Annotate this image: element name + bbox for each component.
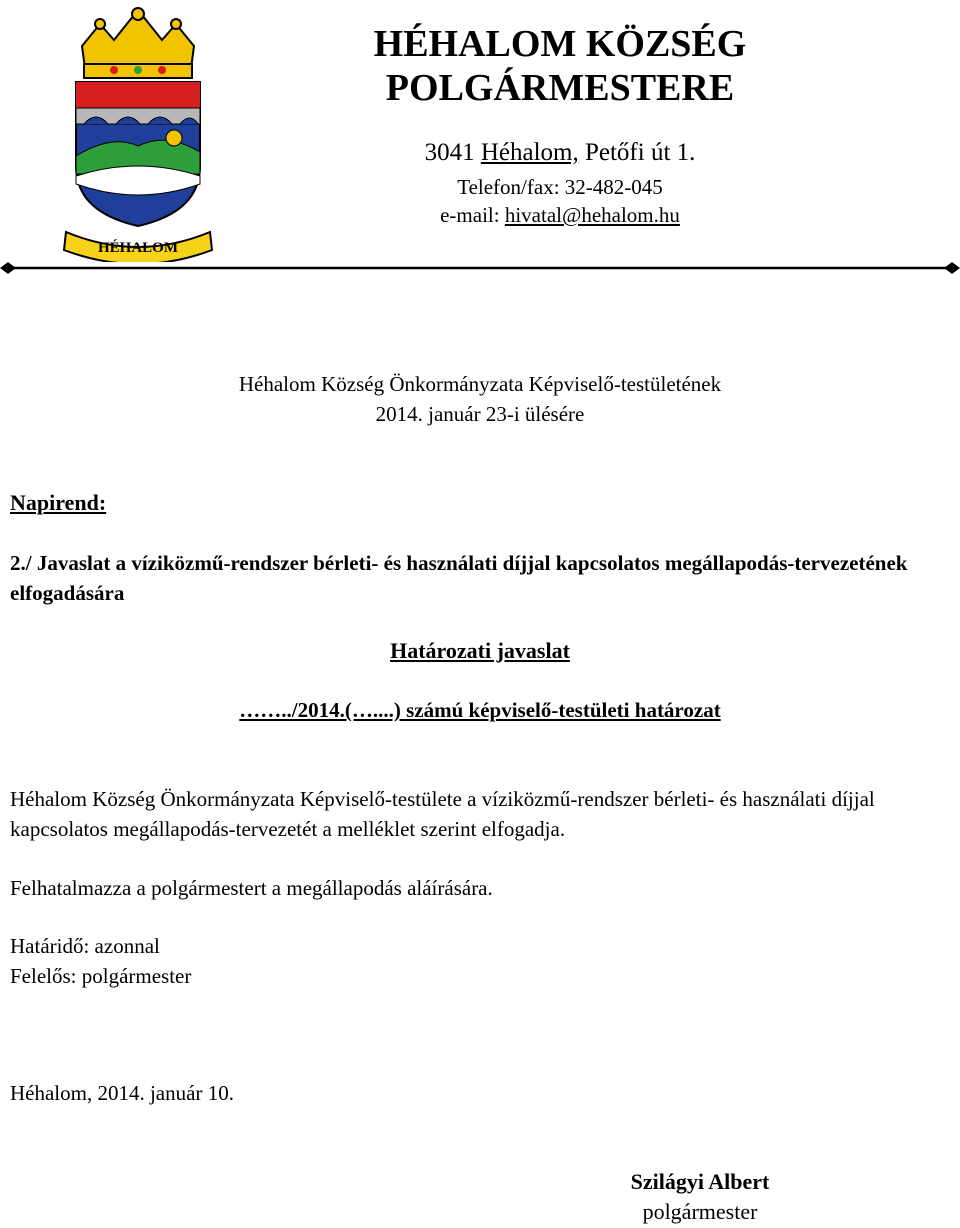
- crown-icon: [82, 8, 194, 78]
- header-divider: [0, 258, 960, 278]
- org-title: [310, 22, 810, 110]
- email-link[interactable]: hivatal@hehalom.hu: [504, 203, 680, 227]
- diamond-left-icon: [0, 262, 16, 274]
- place-date: Héhalom, 2014. január 10.: [10, 1081, 234, 1105]
- org-title-line2: POLGÁRMESTERE: [385, 67, 735, 109]
- proposal-title: Határozati javaslat: [390, 638, 570, 663]
- org-title-line1: HÉHALOM KÖZSÉG: [373, 23, 747, 65]
- deadline-line: Határidő: azonnal: [10, 934, 160, 958]
- address-zip: 3041: [424, 139, 475, 166]
- meeting-body-line: Héhalom Község Önkormányzata Képviselő-testületének: [238, 372, 722, 396]
- signer-name: Szilágyi Albert: [630, 1169, 770, 1194]
- address-line: [310, 139, 810, 167]
- resolution-paragraph: Héhalom Község Önkormányzata Képviselő-testülete a víziközmű-rendszer bérleti- és használati díjjal kapcsolatos megállapodás-tervezetét a melléklet szerint elfogadja.: [10, 787, 875, 841]
- authorization-paragraph: Felhatalmazza a polgármestert a megállapodás aláírására.: [10, 876, 493, 900]
- responsible-line: Felelős: polgármester: [10, 964, 192, 988]
- address-street: Petőfi út 1.: [584, 139, 696, 166]
- phone-line: Telefon/fax: 32-482-045: [457, 175, 663, 199]
- address-town: Héhalom,: [480, 139, 579, 166]
- signer-role: polgármester: [642, 1199, 758, 1224]
- meeting-date-line: 2014. január 23-i ülésére: [375, 402, 585, 426]
- agenda-heading: Napirend:: [10, 490, 107, 515]
- coat-of-arms-logo: [62, 6, 214, 262]
- resolution-number-line: ……../2014.(…....) számú képviselő-testületi határozat: [239, 698, 721, 722]
- diamond-right-icon: [944, 262, 960, 274]
- banner-text: HÉHALOM: [97, 240, 179, 256]
- shield-icon: [76, 82, 200, 226]
- deadline-block: [10, 931, 940, 991]
- email-line: [310, 203, 810, 228]
- agenda-item: 2./ Javaslat a víziközmű-rendszer bérleti- és használati díjjal kapcsolatos megállapodás-tervezetének elfogadására: [10, 551, 908, 605]
- email-label: e-mail:: [440, 203, 500, 227]
